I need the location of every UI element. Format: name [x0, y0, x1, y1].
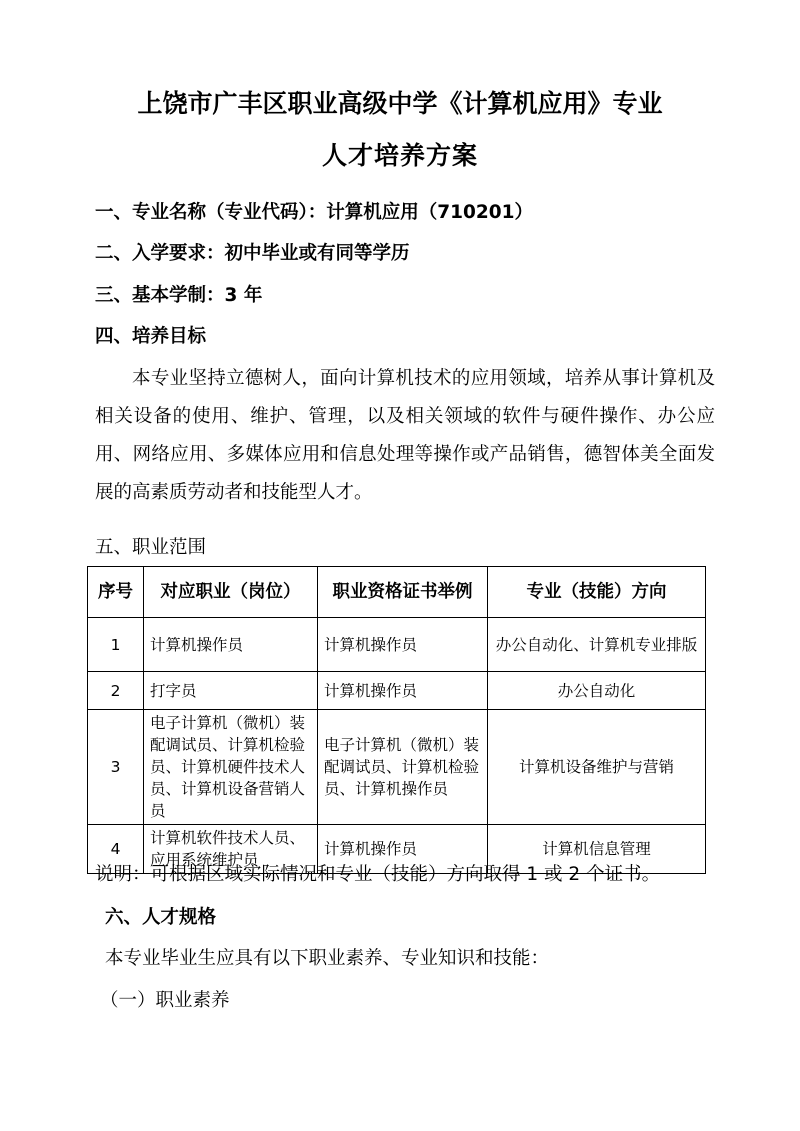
cell-job: 打字员: [144, 672, 318, 710]
cell-cert: 计算机操作员: [318, 618, 488, 672]
section-1-major-name: 一、专业名称（专业代码）：计算机应用（710201）: [95, 202, 533, 223]
cell-cert: 计算机操作员: [318, 825, 488, 874]
header-cell-direction: 专业（技能）方向: [488, 567, 706, 618]
section-6-subheading-1: （一）职业素养: [100, 990, 230, 1011]
cell-no: 2: [88, 672, 144, 710]
cell-direction: 办公自动化: [488, 672, 706, 710]
cell-no: 4: [88, 825, 144, 874]
section-4-body: [95, 360, 715, 512]
document-title-line1: 上饶市广丰区职业高级中学《计算机应用》专业: [137, 89, 663, 118]
cell-job: 电子计算机（微机）装配调试员、计算机检验员、计算机硬件技术人员、计算机设备营销人员: [144, 710, 318, 825]
table-row: [88, 672, 706, 710]
certificate-note: 说明：可根据区域实际情况和专业（技能）方向取得 1 或 2 个证书。: [95, 864, 661, 885]
header-cell-no: 序号: [88, 567, 144, 618]
cell-direction: 办公自动化、计算机专业排版: [488, 618, 706, 672]
cell-no: 1: [88, 618, 144, 672]
section-6-body: 本专业毕业生应具有以下职业素养、专业知识和技能：: [105, 948, 550, 969]
table-row: [88, 710, 706, 825]
section-2-entry-requirement: 二、入学要求：初中毕业或有同等学历: [95, 243, 410, 264]
cell-job: 计算机软件技术人员、应用系统维护员: [144, 825, 318, 874]
section-4-heading: 四、培养目标: [95, 326, 207, 347]
cell-cert: 电子计算机（微机）装配调试员、计算机检验员、计算机操作员: [318, 710, 488, 825]
header-cell-cert: 职业资格证书举例: [318, 567, 488, 618]
cell-direction: 计算机信息管理: [488, 825, 706, 874]
cell-job: 计算机操作员: [144, 618, 318, 672]
table-header-row: [88, 567, 706, 618]
section-3-duration: 三、基本学制：3 年: [95, 285, 263, 306]
career-scope-table: [87, 566, 706, 874]
document-title-line2: 人才培养方案: [321, 141, 478, 170]
section-5-heading: 五、职业范围: [95, 537, 207, 558]
section-6-heading: 六、人才规格: [105, 907, 217, 928]
cell-no: 3: [88, 710, 144, 825]
cell-direction: 计算机设备维护与营销: [488, 710, 706, 825]
cell-cert: 计算机操作员: [318, 672, 488, 710]
header-cell-job: 对应职业（岗位）: [144, 567, 318, 618]
objective-paragraph: 本专业坚持立德树人，面向计算机技术的应用领域，培养从事计算机及相关设备的使用、维护、管理，以及相关领域的软件与硬件操作、办公应用、网络应用、多媒体应用和信息处理等操作或产品销售，德智体美全面发展的高素质劳动者和技能型人才。: [95, 368, 715, 503]
table-row: [88, 618, 706, 672]
